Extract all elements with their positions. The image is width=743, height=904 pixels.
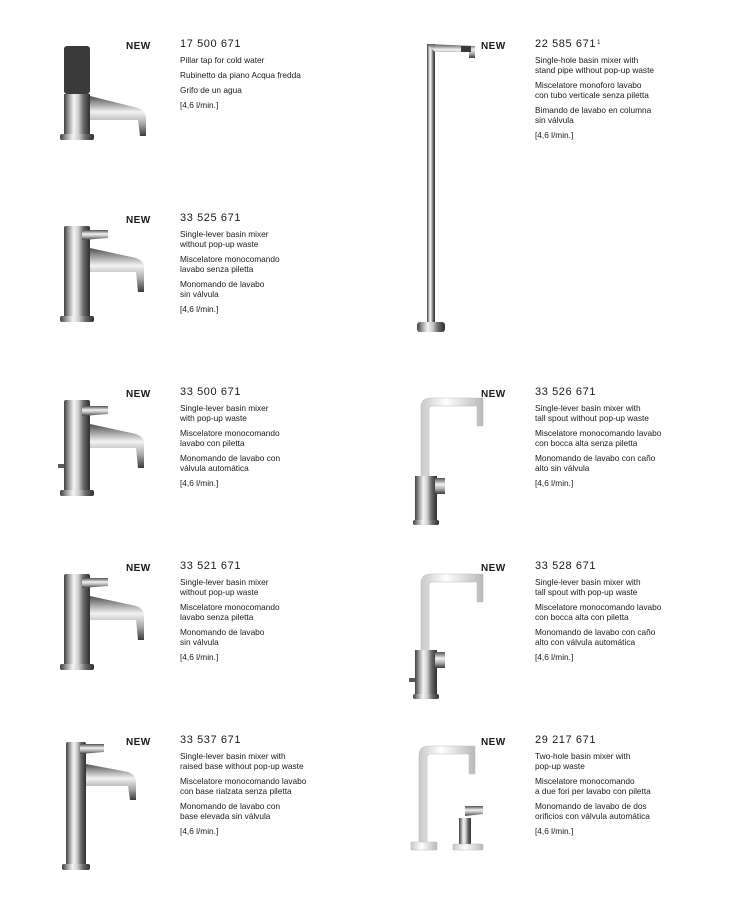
basin-mixer-icon [50,560,170,730]
product-info [535,734,743,836]
new-badge: NEW [481,737,506,748]
product-2 [50,212,410,382]
pillar-tap-icon [50,38,170,208]
product-7 [50,734,410,904]
flow-rate: [4,6 l/min.] [180,304,219,314]
new-badge: NEW [481,389,506,400]
description-it: Miscelatore monocomando a due fori per lavabo con piletta [535,776,651,796]
flow-rate: [4,6 l/min.] [180,826,219,836]
description-en: Single-lever basin mixer with raised base without pop-up waste [180,751,304,771]
product-3 [50,386,410,556]
product-code: 33 526 671 [535,386,597,398]
product-info [535,386,743,488]
new-badge: NEW [126,389,151,400]
description-en: Single-lever basin mixer without pop-up waste [180,229,269,249]
description-es: Monomando de lavabo con caño alto con válvula automática [535,627,656,647]
description-es: Monomando de lavabo con caño alto sin válvula [535,453,656,473]
description-it: Miscelatore monoforo lavabo con tubo verticale senza piletta [535,80,649,100]
description-en: Pillar tap for cold water [180,55,265,65]
description-en: Single-lever basin mixer without pop-up waste [180,577,269,597]
product-info [535,560,743,662]
description-en: Single-lever basin mixer with pop-up waste [180,403,269,423]
product-1 [405,38,743,338]
new-badge: NEW [481,563,506,574]
description-en: Single-lever basin mixer with tall spout without pop-up waste [535,403,649,423]
product-code: 33 525 671 [180,212,242,224]
product-code: 17 500 671 [180,38,242,50]
description-it: Miscelatore monocomando lavabo con piletta [180,428,280,448]
new-badge: NEW [126,41,151,52]
description-it: Miscelatore monocomando lavabo con bocca alta senza piletta [535,428,662,448]
new-badge: NEW [126,215,151,226]
flow-rate: [4,6 l/min.] [535,826,574,836]
tall-spout-mixer-icon [405,386,525,556]
description-it: Miscelatore monocomando lavabo con base rialzata senza piletta [180,776,307,796]
description-es: Monomando de lavabo de dos orificios con válvula automática [535,801,650,821]
flow-rate: [4,6 l/min.] [535,652,574,662]
product-info [180,38,395,110]
description-it: Miscelatore monocomando lavabo senza piletta [180,602,280,622]
product-code: 33 521 671 [180,560,242,572]
raised-base-mixer-icon [50,734,170,904]
flow-rate: [4,6 l/min.] [535,130,574,140]
description-es: Monomando de lavabo con base elevada sin válvula [180,801,281,821]
description-es: Monomando de lavabo sin válvula [180,279,265,299]
footnote-marker: 1 [597,40,601,46]
product-5 [50,560,410,730]
product-code: 33 500 671 [180,386,242,398]
new-badge: NEW [126,563,151,574]
product-info [180,560,395,662]
description-es: Monomando de lavabo con válvula automática [180,453,281,473]
product-8 [405,734,743,904]
product-code: 29 217 671 [535,734,597,746]
description-en: Single-hole basin mixer with stand pipe without pop-up waste [535,55,655,75]
product-code: 22 585 $671^1$ [535,38,601,50]
description-en: Two-hole basin mixer with pop-up waste [535,751,631,771]
description-es: Grifo de un agua [180,85,242,95]
product-info [180,212,395,314]
product-info [535,38,743,140]
description-en: Single-lever basin mixer with tall spout with pop-up waste [535,577,641,597]
flow-rate: [4,6 l/min.] [180,100,219,110]
tall-spout-mixer-popup-icon [405,560,525,730]
new-badge: NEW [126,737,151,748]
description-it: Miscelatore monocomando lavabo senza piletta [180,254,280,274]
description-it: Miscelatore monocomando lavabo con bocca alta con piletta [535,602,662,622]
description-it: Rubinetto da piano Acqua fredda [180,70,301,80]
product-4 [405,386,743,556]
flow-rate: [4,6 l/min.] [180,652,219,662]
stand-pipe-mixer-icon [405,38,525,338]
flow-rate: [4,6 l/min.] [535,478,574,488]
product-info [180,386,395,488]
basin-mixer-icon [50,212,170,382]
description-es: Monomando de lavabo sin válvula [180,627,265,647]
description-es: Bimando de lavabo en columna sin válvula [535,105,652,125]
product-code: 33 528 671 [535,560,597,572]
product-6 [405,560,743,730]
product-info [180,734,395,836]
basin-mixer-popup-icon [50,386,170,556]
product-code: 33 537 671 [180,734,242,746]
new-badge: NEW [481,41,506,52]
product-0 [50,38,410,208]
two-hole-mixer-icon [405,734,525,904]
flow-rate: [4,6 l/min.] [180,478,219,488]
